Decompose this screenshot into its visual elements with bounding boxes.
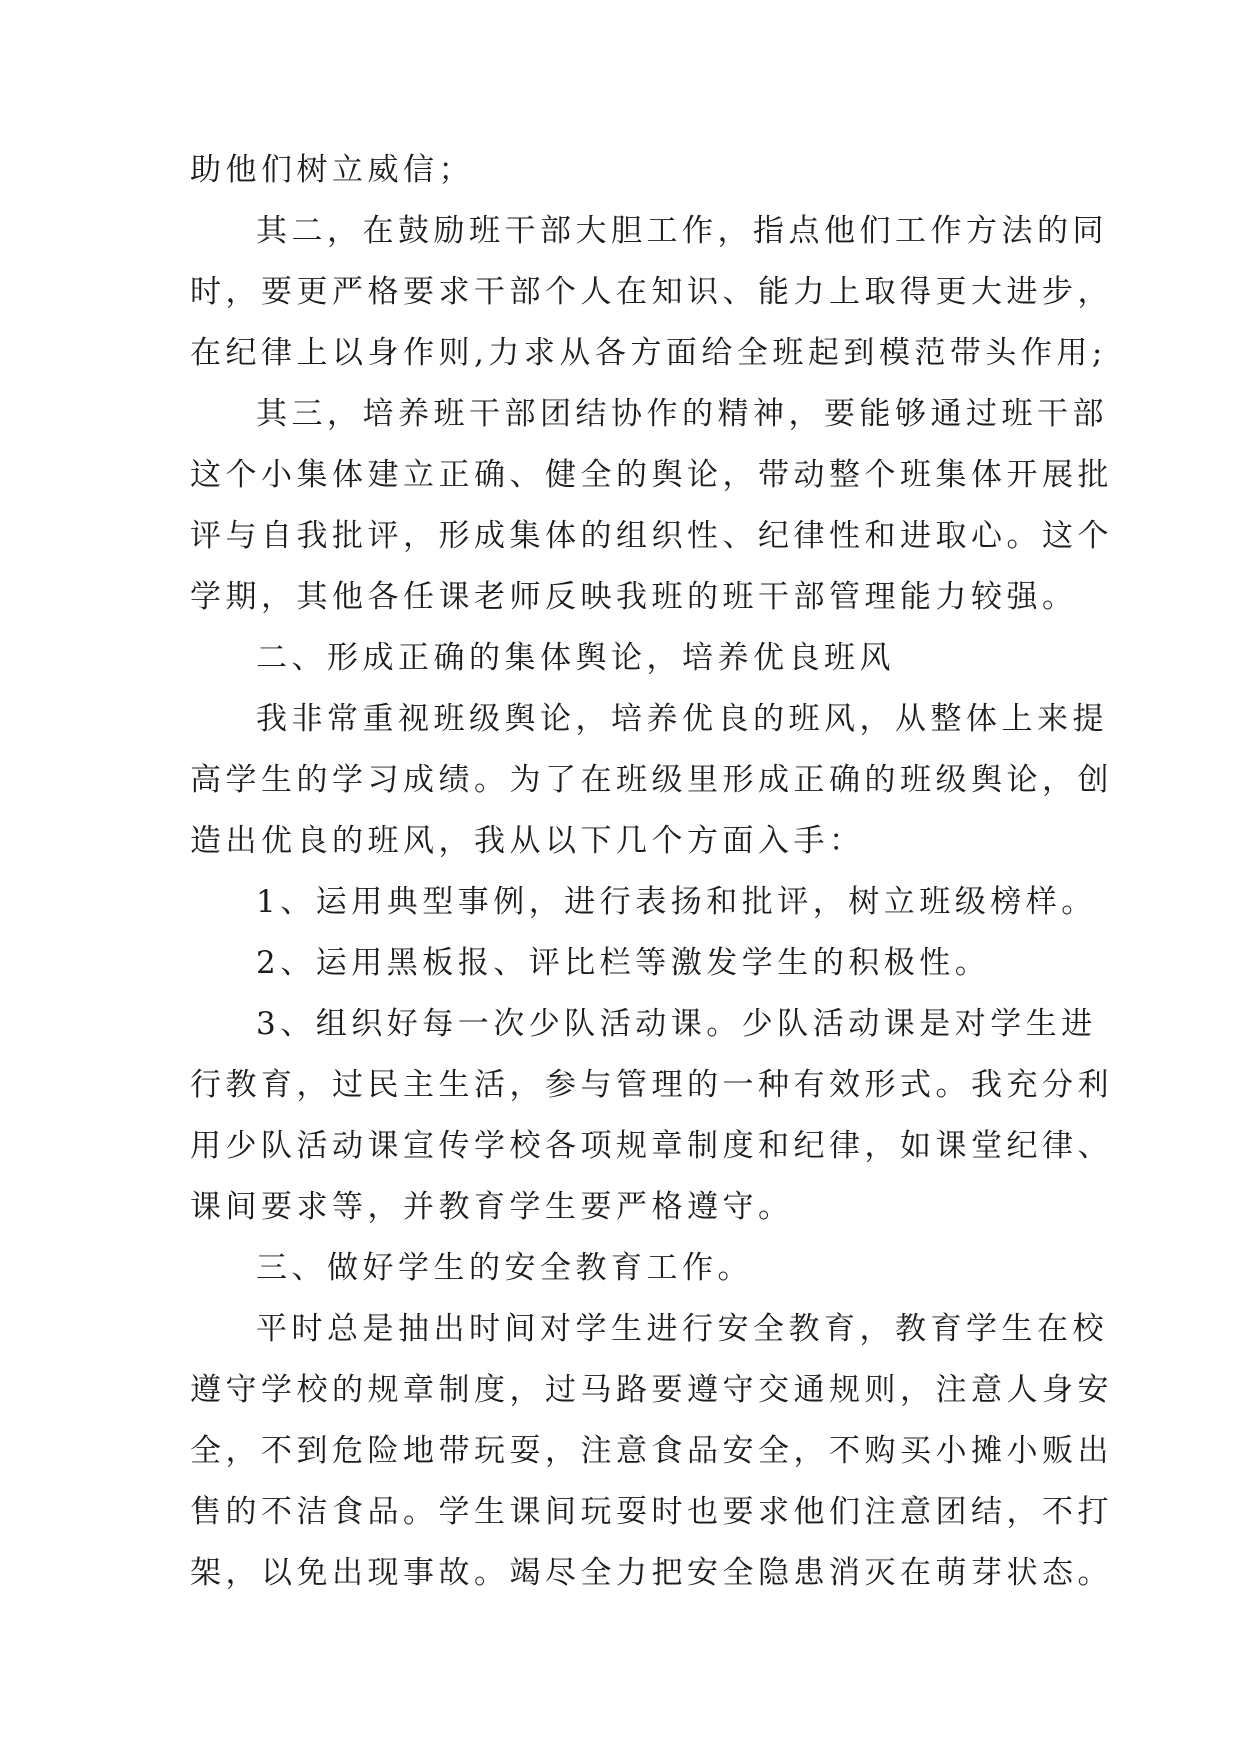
text-line: 售的不洁食品。学生课间玩耍时也要求他们注意团结，不打	[190, 1494, 1113, 1530]
text-line: 这个小集体建立正确、健全的舆论，带动整个班集体开展批	[190, 457, 1113, 493]
text-line: 在纪律上以身作则,力求从各方面给全班起到模范带头作用;	[190, 335, 1107, 371]
text-line: 课间要求等，并教育学生要严格遵守。	[190, 1189, 794, 1225]
text-line: 其三，培养班干部团结协作的精神，要能够通过班干部	[256, 396, 1108, 432]
text-line: 全，不到危险地带玩耍，注意食品安全，不购买小摊小贩出	[190, 1433, 1113, 1469]
text-line: 遵守学校的规章制度，过马路要遵守交通规则，注意人身安	[190, 1372, 1113, 1408]
list-item: 2、运用黑板报、评比栏等激发学生的积极性。	[256, 945, 991, 981]
text-line: 时，要更严格要求干部个人在知识、能力上取得更大进步，	[190, 274, 1113, 310]
list-item: 3、组织好每一次少队活动课。少队活动课是对学生进	[256, 1006, 1097, 1042]
section-heading: 三、做好学生的安全教育工作。	[256, 1250, 753, 1286]
section-heading: 二、形成正确的集体舆论，培养优良班风	[256, 640, 895, 676]
text-line: 平时总是抽出时间对学生进行安全教育，教育学生在校	[256, 1311, 1108, 1347]
text-line: 其二，在鼓励班干部大胆工作，指点他们工作方法的同	[256, 213, 1108, 249]
text-line: 评与自我批评，形成集体的组织性、纪律性和进取心。这个	[190, 518, 1113, 554]
text-line: 高学生的学习成绩。为了在班级里形成正确的班级舆论，创	[190, 762, 1113, 798]
text-line: 行教育，过民主生活，参与管理的一种有效形式。我充分利	[190, 1067, 1113, 1103]
text-line: 学期，其他各任课老师反映我班的班干部管理能力较强。	[190, 579, 1078, 615]
text-line: 架，以免出现事故。竭尽全力把安全隐患消灭在萌芽状态。	[190, 1555, 1113, 1591]
document-body	[190, 140, 1113, 1604]
text-line: 助他们树立威信；	[190, 152, 474, 188]
text-line: 我非常重视班级舆论，培养优良的班风，从整体上来提	[256, 701, 1108, 737]
list-item: 1、运用典型事例，进行表扬和批评，树立班级榜样。	[256, 884, 1097, 920]
text-line: 用少队活动课宣传学校各项规章制度和纪律，如课堂纪律、	[190, 1128, 1113, 1164]
text-line: 造出优良的班风，我从以下几个方面入手：	[190, 823, 865, 859]
